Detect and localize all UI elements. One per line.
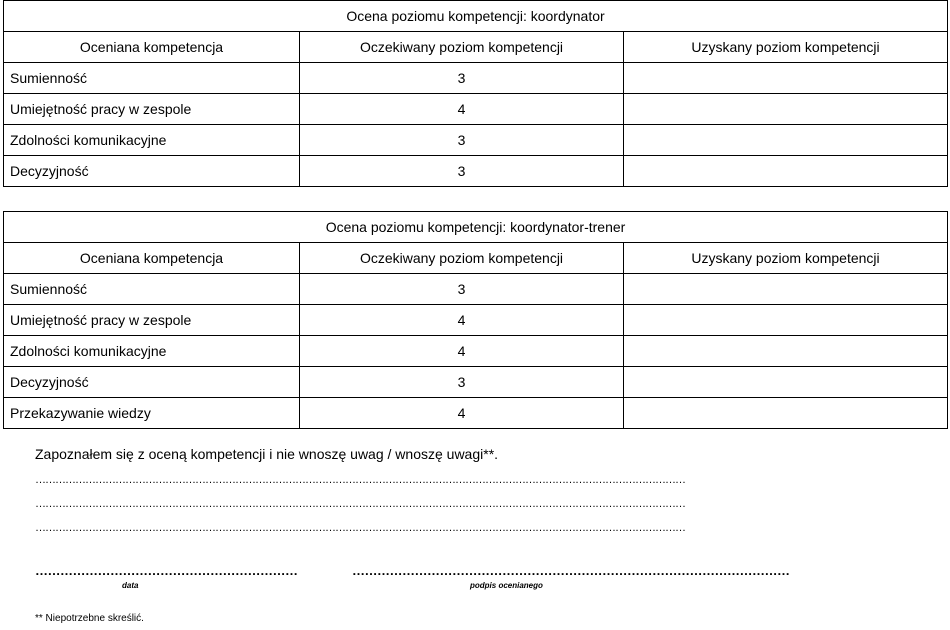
date-label: data	[122, 581, 139, 590]
achieved-level-cell[interactable]	[624, 398, 948, 429]
expected-level: 3	[300, 63, 624, 94]
date-signature-line[interactable]: ………………………………………………………	[35, 563, 298, 578]
achieved-level-cell[interactable]	[624, 336, 948, 367]
table-row	[4, 125, 948, 156]
achieved-level-cell[interactable]	[624, 156, 948, 187]
table-row	[4, 94, 948, 125]
signature-line[interactable]: ……………………………………………………………………………………………	[352, 563, 790, 578]
table-title: Ocena poziomu kompetencji: koordynator-trener	[4, 212, 948, 243]
expected-level: 3	[300, 125, 624, 156]
footnote: ** Niepotrzebne skreślić.	[35, 613, 144, 624]
signature-label: podpis ocenianego	[470, 581, 543, 590]
header-row	[4, 32, 948, 63]
competency-name: Decyzyjność	[4, 156, 300, 187]
table-row	[4, 367, 948, 398]
table-title: Ocena poziomu kompetencji: koordynator	[4, 1, 948, 32]
table-row	[4, 398, 948, 429]
acknowledgement-statement: Zapoznałem się z oceną kompetencji i nie wnoszę uwag / wnoszę uwagi**.	[35, 446, 499, 462]
table-row	[4, 336, 948, 367]
competency-name: Decyzyjność	[4, 367, 300, 398]
competency-name: Umiejętność pracy w zespole	[4, 305, 300, 336]
comment-line[interactable]: ……………………………………………………………………………………………………………………………………………………………………………	[35, 474, 685, 486]
column-header-achieved: Uzyskany poziom kompetencji	[624, 243, 948, 274]
competency-name: Sumienność	[4, 63, 300, 94]
expected-level: 3	[300, 156, 624, 187]
table-row	[4, 305, 948, 336]
competency-name: Sumienność	[4, 274, 300, 305]
column-header-expected: Oczekiwany poziom kompetencji	[300, 243, 624, 274]
column-header-competency: Oceniana kompetencja	[4, 32, 300, 63]
expected-level: 4	[300, 336, 624, 367]
expected-level: 4	[300, 305, 624, 336]
competency-name: Przekazywanie wiedzy	[4, 398, 300, 429]
competency-name: Umiejętność pracy w zespole	[4, 94, 300, 125]
expected-level: 3	[300, 367, 624, 398]
expected-level: 4	[300, 398, 624, 429]
achieved-level-cell[interactable]	[624, 94, 948, 125]
table-row	[4, 63, 948, 94]
achieved-level-cell[interactable]	[624, 367, 948, 398]
header-row	[4, 243, 948, 274]
column-header-achieved: Uzyskany poziom kompetencji	[624, 32, 948, 63]
table-row	[4, 156, 948, 187]
competency-table-koordynator	[3, 0, 948, 187]
achieved-level-cell[interactable]	[624, 125, 948, 156]
comment-line[interactable]: ……………………………………………………………………………………………………………………………………………………………………………	[35, 522, 685, 534]
competency-table-koordynator-trener	[3, 211, 948, 429]
column-header-expected: Oczekiwany poziom kompetencji	[300, 32, 624, 63]
expected-level: 4	[300, 94, 624, 125]
comment-line[interactable]: ……………………………………………………………………………………………………………………………………………………………………………	[35, 498, 685, 510]
competency-name: Zdolności komunikacyjne	[4, 125, 300, 156]
table-row	[4, 274, 948, 305]
achieved-level-cell[interactable]	[624, 63, 948, 94]
column-header-competency: Oceniana kompetencja	[4, 243, 300, 274]
achieved-level-cell[interactable]	[624, 274, 948, 305]
expected-level: 3	[300, 274, 624, 305]
achieved-level-cell[interactable]	[624, 305, 948, 336]
competency-name: Zdolności komunikacyjne	[4, 336, 300, 367]
